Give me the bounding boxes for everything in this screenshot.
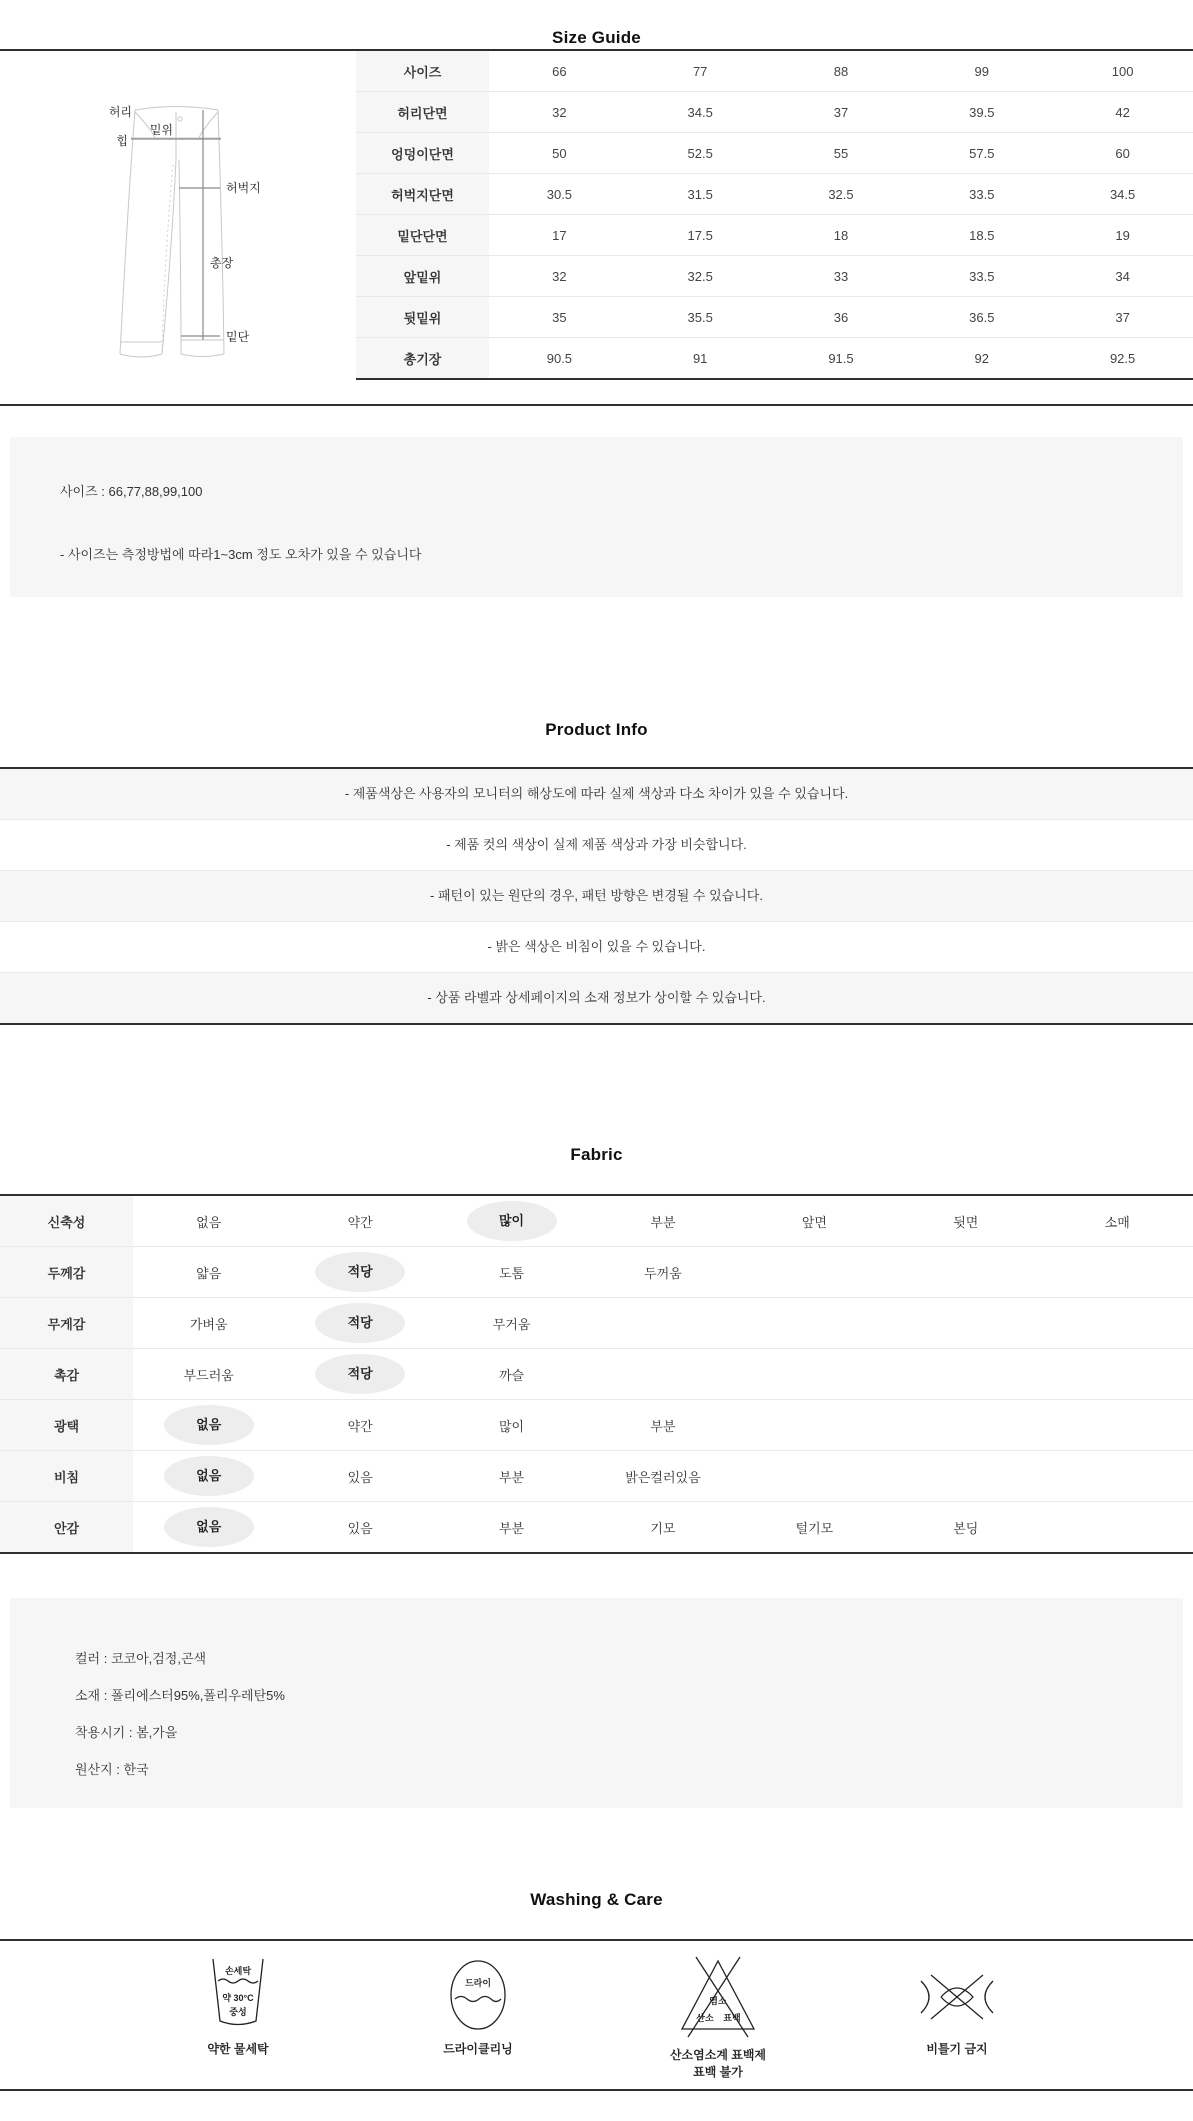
fabric-row-label: 신축성	[0, 1195, 133, 1247]
size-table-row	[356, 256, 1193, 297]
fabric-option-cell	[1042, 1502, 1193, 1554]
size-table-row	[356, 133, 1193, 174]
size-table-row	[356, 51, 1193, 92]
fabric-option-selected: 없음	[164, 1405, 254, 1445]
divider-washing-top	[0, 1939, 1193, 1941]
size-table-row	[356, 92, 1193, 133]
fabric-option: 부분	[650, 1214, 676, 1230]
fabric-option-cell	[1042, 1451, 1193, 1502]
fabric-option-cell	[739, 1451, 890, 1502]
fabric-option-cell	[284, 1400, 435, 1451]
size-cell: 37	[1052, 297, 1193, 338]
svg-text:염소: 염소	[709, 1996, 727, 2006]
fabric-option-cell	[133, 1247, 284, 1298]
fabric-detail-line: 소재 : 폴리에스터95%,폴리우레탄5%	[75, 1688, 285, 1703]
product-info-item: - 상품 라벨과 상세페이지의 소재 정보가 상이할 수 있습니다.	[0, 972, 1193, 1023]
fabric-option-cell	[890, 1451, 1041, 1502]
fabric-option-selected: 많이	[467, 1201, 557, 1241]
size-row-label: 밑단단면	[356, 215, 489, 256]
hand-wash-icon	[203, 1955, 273, 2033]
size-cell: 19	[1052, 215, 1193, 256]
fabric-row-label: 촉감	[0, 1349, 133, 1400]
svg-text:약 30°C: 약 30°C	[222, 1993, 254, 2003]
size-table-row	[356, 215, 1193, 256]
size-cell: 91.5	[828, 350, 854, 366]
length-label: 총장	[210, 256, 234, 270]
washing-care-title: Washing & Care	[530, 1890, 663, 1909]
fabric-option: 까슬	[498, 1367, 525, 1383]
size-cell: 37	[771, 92, 912, 133]
fabric-option-cell	[284, 1451, 435, 1502]
size-cell: 57.5	[911, 133, 1052, 174]
fabric-option-cell	[587, 1502, 738, 1554]
size-cell: 33.5	[911, 256, 1052, 297]
divider-size-guide-bottom	[0, 404, 1193, 406]
size-table-row	[356, 297, 1193, 338]
size-cell: 91	[692, 350, 708, 366]
product-info-item: - 제품 컷의 색상이 실제 제품 색상과 가장 비슷합니다.	[0, 819, 1193, 870]
fabric-option-cell	[133, 1195, 284, 1247]
size-cell: 18.5	[911, 215, 1052, 256]
fabric-option-cell	[284, 1502, 435, 1554]
fabric-option: 가벼움	[189, 1316, 228, 1332]
fabric-option-cell	[133, 1298, 284, 1349]
fabric-row	[0, 1451, 1193, 1502]
fabric-option-cell	[1042, 1298, 1193, 1349]
size-note-line: 사이즈 : 66,77,88,99,100	[60, 484, 203, 499]
size-cell: 77	[630, 51, 771, 92]
care-item-no-bleach	[608, 1955, 828, 2081]
fabric-row	[0, 1502, 1193, 1554]
fabric-option: 얇음	[196, 1265, 222, 1281]
fabric-table	[0, 1194, 1193, 1554]
size-row-label: 허리단면	[356, 92, 489, 133]
fabric-option-cell	[1042, 1400, 1193, 1451]
size-cell: 55	[771, 133, 912, 174]
svg-text:표백: 표백	[723, 2013, 741, 2023]
fabric-option: 소매	[1104, 1214, 1130, 1230]
fabric-option: 있음	[347, 1469, 373, 1485]
fabric-option: 본딩	[953, 1520, 979, 1536]
fabric-option-cell	[133, 1349, 284, 1400]
fabric-option: 약간	[347, 1418, 373, 1434]
size-cell: 32.5	[771, 174, 912, 215]
size-cell: 99	[911, 51, 1052, 92]
size-cell: 90.5	[546, 350, 573, 366]
fabric-option-cell	[739, 1298, 890, 1349]
fabric-option-cell	[890, 1502, 1041, 1554]
thigh-label: 허벅지	[226, 181, 261, 195]
size-cell: 100	[1052, 51, 1193, 92]
fabric-option-cell	[133, 1400, 284, 1451]
size-note-line: - 사이즈는 측정방법에 따라1~3cm 정도 오차가 있을 수 있습니다	[60, 547, 422, 562]
fabric-option-cell	[436, 1400, 587, 1451]
no-bleach-icon	[676, 1955, 760, 2039]
fabric-option-cell	[587, 1451, 738, 1502]
fabric-option-cell	[890, 1349, 1041, 1400]
care-label: 산소염소계 표백제 표백 불가	[669, 2048, 767, 2079]
fabric-option: 부드러움	[183, 1367, 234, 1383]
size-cell: 17.5	[630, 215, 771, 256]
size-cell: 35	[489, 297, 630, 338]
fabric-option-cell	[890, 1400, 1041, 1451]
size-cell: 39.5	[911, 92, 1052, 133]
fabric-option-cell	[133, 1451, 284, 1502]
fabric-option-cell	[436, 1247, 587, 1298]
fabric-option: 무거움	[492, 1316, 531, 1332]
fabric-option-cell	[587, 1195, 738, 1247]
fabric-option-cell	[436, 1298, 587, 1349]
care-label: 드라이클리닝	[443, 2042, 513, 2056]
size-row-label: 엉덩이단면	[356, 133, 489, 174]
waist-label: 허리	[108, 105, 132, 119]
divider-bottom	[0, 2089, 1193, 2091]
size-cell: 50	[489, 133, 630, 174]
size-table	[356, 51, 1193, 380]
fabric-option-cell	[1042, 1195, 1193, 1247]
svg-text:산소: 산소	[696, 2013, 714, 2023]
fabric-option: 부분	[498, 1469, 525, 1485]
fabric-row	[0, 1349, 1193, 1400]
care-item-hand-wash	[128, 1955, 348, 2058]
svg-text:드라이: 드라이	[464, 1978, 492, 1988]
size-cell: 92.5	[1109, 350, 1136, 366]
fabric-option-cell	[739, 1247, 890, 1298]
size-cell: 36.5	[911, 297, 1052, 338]
size-table-row	[356, 174, 1193, 215]
dry-clean-icon	[443, 1955, 513, 2033]
size-cell: 33	[771, 256, 912, 297]
fabric-option: 기모	[650, 1520, 676, 1536]
size-cell: 60	[1052, 133, 1193, 174]
fabric-option-cell	[587, 1349, 738, 1400]
fabric-option: 없음	[196, 1214, 222, 1230]
care-item-no-wring	[847, 1955, 1067, 2058]
fabric-detail-line: 원산지 : 한국	[75, 1762, 149, 1777]
fabric-title: Fabric	[570, 1145, 623, 1164]
fabric-row	[0, 1298, 1193, 1349]
svg-text:손세탁: 손세탁	[224, 1966, 252, 1976]
size-cell: 18	[771, 215, 912, 256]
fabric-option-selected: 적당	[315, 1303, 405, 1343]
fabric-option-cell	[1042, 1349, 1193, 1400]
size-cell: 36	[771, 297, 912, 338]
size-cell: 32	[489, 92, 630, 133]
hem-label: 밑단	[226, 330, 250, 344]
fabric-option-cell	[284, 1349, 435, 1400]
size-guide-title: Size Guide	[552, 28, 641, 47]
fabric-option: 있음	[347, 1520, 373, 1536]
fabric-detail-line: 착용시기 : 봄,가을	[75, 1725, 178, 1740]
size-row-label: 총기장	[356, 338, 489, 380]
pants-measurement-diagram	[40, 70, 320, 380]
fabric-row	[0, 1247, 1193, 1298]
fabric-option-cell	[436, 1451, 587, 1502]
fabric-row	[0, 1400, 1193, 1451]
fabric-option-cell	[890, 1195, 1041, 1247]
no-wring-icon	[915, 1955, 999, 2033]
fabric-option-cell	[890, 1247, 1041, 1298]
size-cell: 32	[489, 256, 630, 297]
size-cell: 34	[1052, 256, 1193, 297]
fabric-option: 털기모	[795, 1520, 834, 1536]
product-info-item: - 제품색상은 사용자의 모니터의 해상도에 따라 실제 색상과 다소 차이가 있을 수 있습니다.	[0, 769, 1193, 819]
fabric-option-selected: 적당	[315, 1252, 405, 1292]
fabric-option: 부분	[498, 1520, 525, 1536]
fabric-option-cell	[587, 1247, 738, 1298]
size-table-row	[356, 338, 1193, 380]
fabric-option-cell	[739, 1195, 890, 1247]
svg-text:중성: 중성	[229, 2007, 247, 2017]
fabric-option-selected: 없음	[164, 1456, 254, 1496]
product-info-list	[0, 767, 1193, 1025]
fabric-option-cell	[587, 1298, 738, 1349]
fabric-option-cell	[739, 1502, 890, 1554]
fabric-option: 뒷면	[953, 1214, 979, 1230]
fabric-option-cell	[133, 1502, 284, 1554]
fabric-details-box	[10, 1598, 1183, 1808]
fabric-option: 많이	[498, 1418, 525, 1434]
rise-label: 밑위	[149, 123, 173, 137]
fabric-option: 앞면	[801, 1214, 827, 1230]
fabric-option-cell	[436, 1349, 587, 1400]
fabric-option-cell	[739, 1400, 890, 1451]
fabric-row-label: 비침	[0, 1451, 133, 1502]
product-info-item: - 밝은 색상은 비침이 있을 수 있습니다.	[0, 921, 1193, 972]
fabric-detail-line: 컬러 : 코코아,검정,곤색	[75, 1651, 207, 1666]
size-cell: 88	[771, 51, 912, 92]
fabric-option-cell	[890, 1298, 1041, 1349]
fabric-option-cell	[436, 1502, 587, 1554]
fabric-option: 밝은컬러있음	[625, 1469, 701, 1485]
size-cell: 31.5	[630, 174, 771, 215]
size-cell: 52.5	[630, 133, 771, 174]
size-cell: 34.5	[1052, 174, 1193, 215]
size-row-label: 사이즈	[356, 51, 489, 92]
size-cell: 42	[1052, 92, 1193, 133]
fabric-option: 도톰	[498, 1265, 525, 1281]
size-row-label: 허벅지단면	[356, 174, 489, 215]
size-row-label: 뒷밑위	[356, 297, 489, 338]
fabric-option-selected: 없음	[164, 1507, 254, 1547]
fabric-option-cell	[284, 1298, 435, 1349]
size-cell: 32.5	[630, 256, 771, 297]
fabric-option: 두꺼움	[644, 1265, 682, 1281]
size-cell: 34.5	[630, 92, 771, 133]
size-cell: 33.5	[911, 174, 1052, 215]
fabric-row-label: 광택	[0, 1400, 133, 1451]
fabric-option-cell	[284, 1195, 435, 1247]
fabric-option-cell	[587, 1400, 738, 1451]
product-info-item: - 패턴이 있는 원단의 경우, 패턴 방향은 변경될 수 있습니다.	[0, 870, 1193, 921]
fabric-option-cell	[284, 1247, 435, 1298]
size-row-label: 앞밑위	[356, 256, 489, 297]
size-notes-box	[10, 437, 1183, 597]
fabric-option-cell	[739, 1349, 890, 1400]
fabric-option: 부분	[650, 1418, 676, 1434]
care-item-dry-clean	[368, 1955, 588, 2058]
care-label: 약한 물세탁	[207, 2042, 269, 2056]
fabric-option-cell	[1042, 1247, 1193, 1298]
size-cell: 66	[489, 51, 630, 92]
fabric-option: 약간	[347, 1214, 373, 1230]
care-label: 비틀기 금지	[926, 2042, 988, 2056]
fabric-row	[0, 1195, 1193, 1247]
size-cell: 92	[974, 350, 990, 366]
fabric-row-label: 두께감	[0, 1247, 133, 1298]
fabric-option-cell	[436, 1195, 587, 1247]
fabric-option-selected: 적당	[315, 1354, 405, 1394]
size-cell: 35.5	[630, 297, 771, 338]
fabric-row-label: 무게감	[0, 1298, 133, 1349]
size-cell: 17	[489, 215, 630, 256]
product-info-title: Product Info	[545, 720, 648, 739]
hip-label: 힙	[116, 134, 128, 148]
size-cell: 30.5	[489, 174, 630, 215]
fabric-row-label: 안감	[0, 1502, 133, 1554]
